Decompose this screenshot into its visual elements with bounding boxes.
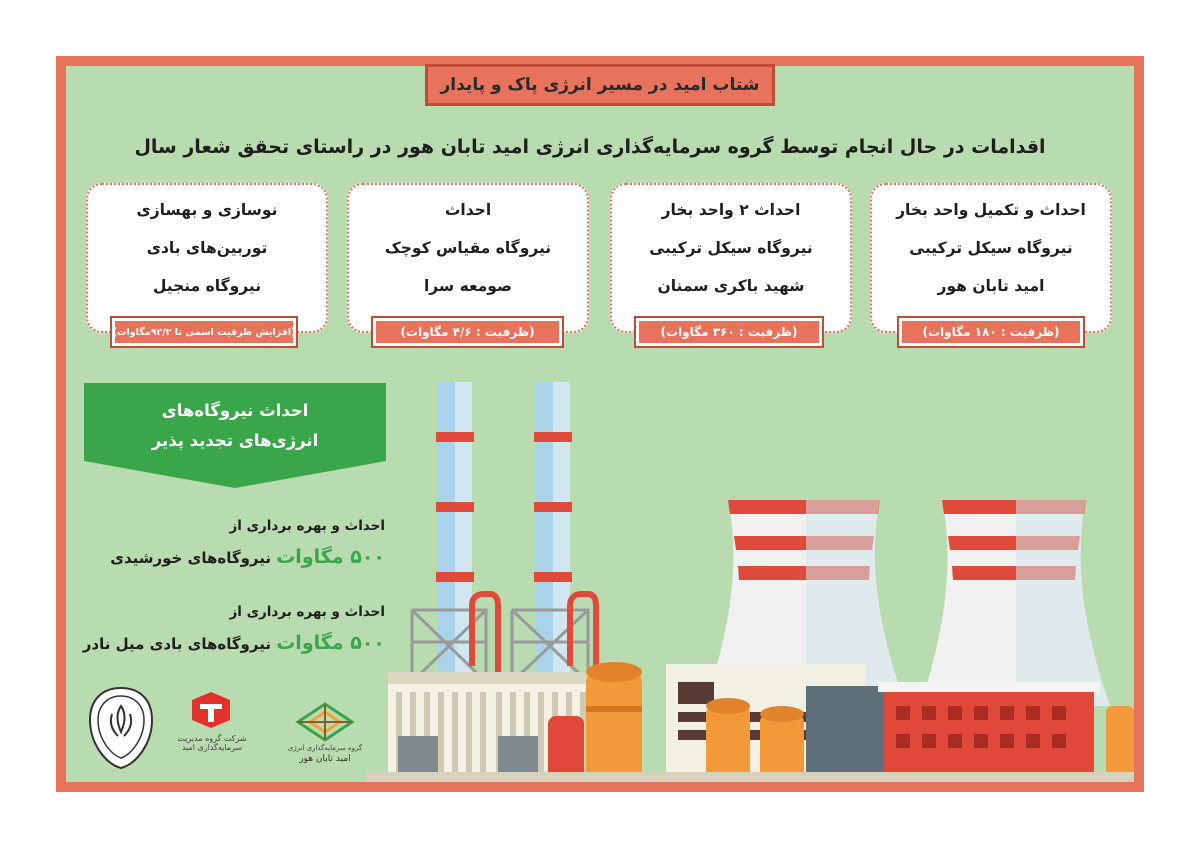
project-card-someh-sara: [347, 183, 589, 333]
bank-sepah-emblem: [88, 686, 154, 770]
card-line: احداث: [444, 201, 492, 219]
card-line: صومعه سرا: [423, 277, 513, 295]
banner-line: احداث نیروگاه‌های: [161, 401, 309, 420]
card-line: نیروگاه سیکل ترکیبی: [909, 239, 1073, 257]
taban-hoor-logo-icon: [290, 700, 360, 744]
card-line: احداث و تکمیل واحد بخار: [896, 201, 1086, 219]
stat-number: ۵۰۰ مگاوات: [276, 632, 385, 654]
capacity-text: (افزایش ظرفیت اسمی تا ۹۲/۲مگاوات): [115, 321, 293, 343]
card-line: نوسازی و بهسازی: [136, 201, 278, 219]
card-line: توربین‌های بادی: [146, 239, 268, 257]
stat-intro: احداث و بهره برداری از: [229, 518, 385, 534]
banner-line: انرژی‌های تجدید پذیر: [151, 431, 319, 450]
headline: اقدامات در حال انجام توسط گروه سرمایه‌گذاری انرژی امید تابان هور در راستای تحقق شعار سال: [134, 136, 1046, 158]
stat-number: ۵۰۰ مگاوات: [276, 546, 385, 568]
taban-hoor-logo-text: امید تابان هور: [299, 754, 351, 764]
card-line: احداث ۲ واحد بخار: [661, 201, 801, 219]
stat-rest: نیروگاه‌های بادی میل نادر: [82, 635, 271, 653]
stat-value-line: [80, 632, 385, 654]
project-card-manjil: [86, 183, 328, 333]
card-line: نیروگاه سیکل ترکیبی: [649, 239, 813, 257]
stat-rest: نیروگاه‌های خورشیدی: [110, 549, 271, 567]
capacity-badge: [634, 316, 824, 348]
stat-value-line: [80, 546, 385, 568]
stat-intro: احداث و بهره برداری از: [229, 604, 385, 620]
project-card-taban-hoor: [870, 183, 1112, 333]
renewables-banner-text: [84, 396, 386, 456]
card-line: شهید باکری سمنان: [657, 277, 805, 295]
title-bar: [425, 64, 775, 106]
capacity-text: (ظرفیت : ۱۸۰ مگاوات): [902, 321, 1080, 343]
taban-hoor-logo-subtext: گروه سرمایه‌گذاری انرژی: [287, 744, 363, 752]
card-line: نیروگاه مقیاس کوچک: [384, 239, 552, 257]
wind-stat: [80, 604, 385, 654]
capacity-text: (ظرفیت : ۴/۶ مگاوات): [376, 321, 559, 343]
page-title: شتاب امید در مسیر انرژی پاک و پایدار: [440, 75, 760, 95]
omid-group-logo-icon: [188, 690, 234, 730]
cooling-tower-right: [920, 500, 1110, 706]
capacity-badge: [110, 316, 298, 348]
capacity-badge: [897, 316, 1085, 348]
card-line: نیروگاه منجیل: [152, 277, 262, 295]
solar-stat: [80, 518, 385, 568]
omid-group-logo-text: شرکت گروه مدیریت سرمایه‌گذاری امید: [177, 734, 247, 752]
project-card-bakeri-semnan: [610, 183, 852, 333]
capacity-badge: [371, 316, 564, 348]
card-line: امید تابان هور: [937, 277, 1045, 295]
capacity-text: (ظرفیت : ۳۶۰ مگاوات): [639, 321, 819, 343]
